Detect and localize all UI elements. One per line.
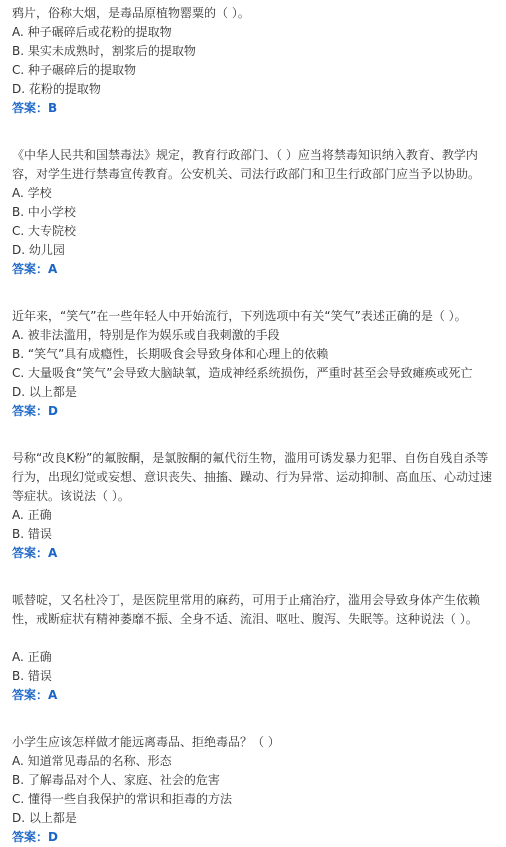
question-stem: 《中华人民共和国禁毒法》规定，教育行政部门、（ ）应当将禁毒知识纳入教育、教学内容，对学生进行禁毒宣传教育。公安机关、司法行政部门和卫生行政部门应当予以协助。 (12, 148, 481, 181)
question-stem: 近年来，“笑气”在一些年轻人中开始流行，下列选项中有关“笑气”表述正确的是（ ）。 (12, 309, 467, 323)
option-a: A. 正确 (12, 650, 52, 664)
answer-value: A (48, 262, 58, 276)
option-a: A. 学校 (12, 186, 52, 200)
option-a: A. 正确 (12, 508, 52, 522)
answer-label: 答案： (12, 262, 49, 276)
option-b: B. “笑气”具有成瘾性，长期吸食会导致身体和心理上的依赖 (12, 347, 329, 361)
option-a: A. 被非法滥用，特别是作为娱乐或自我刺激的手段 (12, 328, 280, 342)
option-b: B. 了解毒品对个人、家庭、社会的危害 (12, 773, 220, 787)
answer-value: D (48, 404, 58, 418)
answer-line (12, 828, 494, 847)
question-4 (12, 449, 494, 563)
answer-label: 答案： (12, 404, 49, 418)
option-a: A. 种子碾碎后或花粉的提取物 (12, 25, 172, 39)
answer-line (12, 686, 494, 705)
option-b: B. 错误 (12, 669, 52, 683)
question-2 (12, 146, 494, 279)
question-stem: 号称“改良K粉”的氟胺酮，是氯胺酮的氟代衍生物，滥用可诱发暴力犯罪、自伤自残自杀等行为，出现幻觉或妄想、意识丧失、抽搐、躁动、行为异常、运动抑制、高血压、心动过速等症状。该说法（ ）。 (12, 451, 493, 503)
option-d: D. 幼儿园 (12, 243, 65, 257)
question-6 (12, 733, 494, 847)
option-c: C. 懂得一些自我保护的常识和拒毒的方法 (12, 792, 233, 806)
option-c: C. 大量吸食“笑气”会导致大脑缺氧，造成神经系统损伤，严重时甚至会导致瘫痪或死亡 (12, 366, 473, 380)
answer-line (12, 99, 494, 118)
question-stem: 小学生应该怎样做才能远离毒品、拒绝毒品？（ ） (12, 735, 280, 749)
option-c: C. 种子碾碎后的提取物 (12, 63, 137, 77)
option-b: B. 中小学校 (12, 205, 76, 219)
answer-line (12, 544, 494, 563)
answer-label: 答案： (12, 101, 49, 115)
option-b: B. 错误 (12, 527, 52, 541)
answer-label: 答案： (12, 830, 49, 844)
option-c: C. 大专院校 (12, 224, 77, 238)
answer-line (12, 260, 494, 279)
option-d: D. 花粉的提取物 (12, 82, 101, 96)
option-b: B. 果实未成熟时，割浆后的提取物 (12, 44, 196, 58)
answer-value: A (48, 688, 58, 702)
question-stem: 哌替啶，又名杜冷丁，是医院里常用的麻药，可用于止痛治疗，滥用会导致身体产生依赖性，戒断症状有精神萎靡不振、全身不适、流泪、呕吐、腹泻、失眠等。这种说法（ ）。 (12, 593, 481, 626)
question-3 (12, 307, 494, 421)
option-d: D. 以上都是 (12, 385, 77, 399)
answer-value: D (48, 830, 58, 844)
question-1 (12, 4, 494, 118)
answer-label: 答案： (12, 546, 49, 560)
question-5 (12, 591, 494, 705)
answer-value: B (48, 101, 58, 115)
answer-label: 答案： (12, 688, 49, 702)
question-stem: 鸦片，俗称大烟，是毒品原植物罂粟的（ ）。 (12, 6, 250, 20)
answer-value: A (48, 546, 58, 560)
option-a: A. 知道常见毒品的名称、形态 (12, 754, 172, 768)
answer-line (12, 402, 494, 421)
option-d: D. 以上都是 (12, 811, 77, 825)
